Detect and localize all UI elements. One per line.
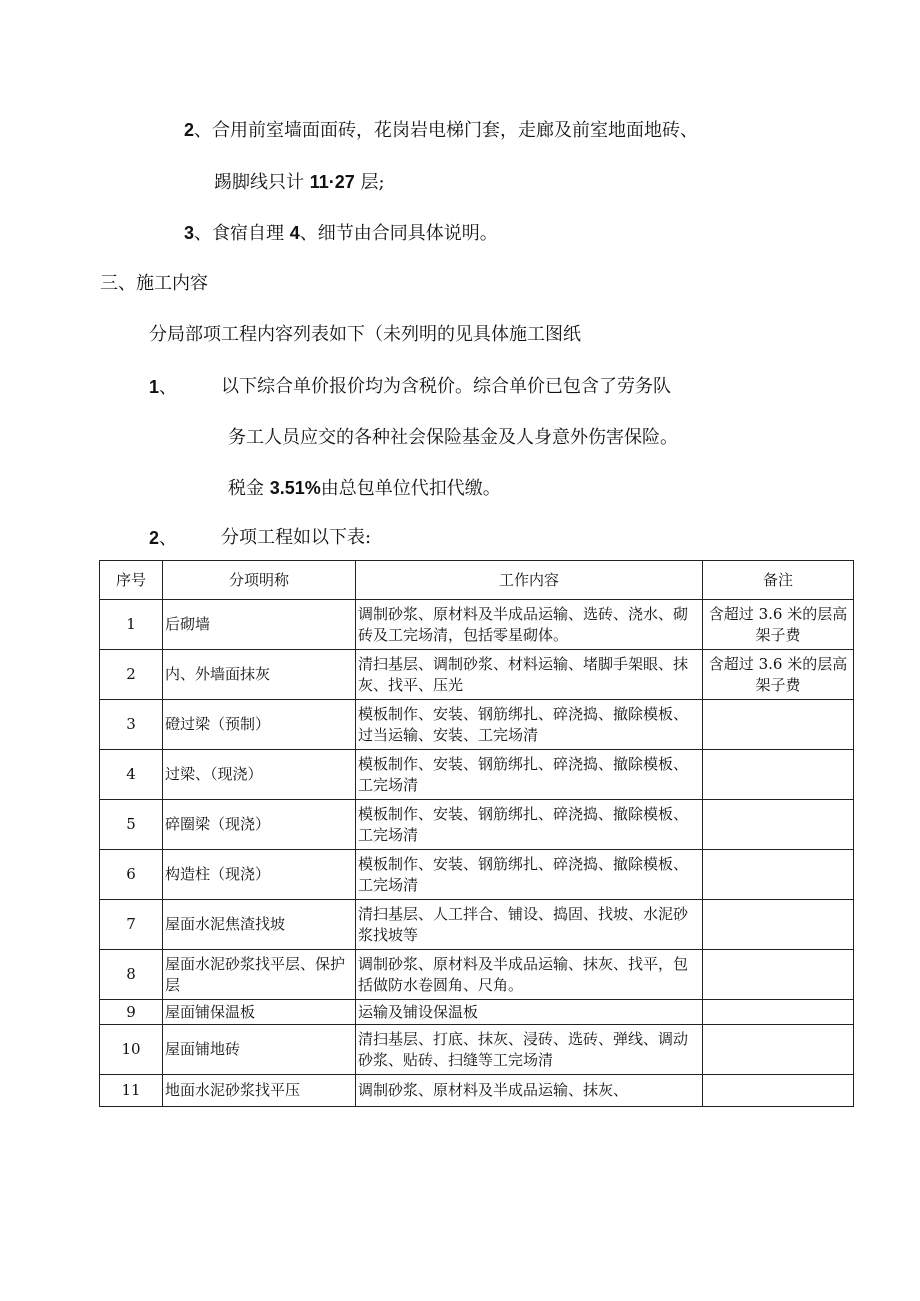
row-item-name: 内、外墙面抹灰 bbox=[163, 650, 356, 700]
row-number: 1 bbox=[100, 600, 163, 650]
row-note bbox=[703, 950, 854, 1000]
row-note bbox=[703, 1025, 854, 1075]
section-intro: 分局部项工程内容列表如下（未列明的见具体施工图纸 bbox=[149, 324, 581, 345]
row-item-name: 构造柱（现浇） bbox=[163, 850, 356, 900]
table-row bbox=[100, 800, 854, 850]
row-item-name: 后砌墙 bbox=[163, 600, 356, 650]
row-work-content: 调制砂浆、原材料及半成品运输、抹灰、 bbox=[356, 1075, 703, 1107]
item-3-4-line bbox=[184, 221, 498, 246]
row-note bbox=[703, 1000, 854, 1025]
table-row bbox=[100, 700, 854, 750]
header-name: 分项明称 bbox=[163, 561, 356, 600]
row-note bbox=[703, 750, 854, 800]
row-note bbox=[703, 700, 854, 750]
point-2-separator: 、 bbox=[159, 528, 178, 549]
item-4-text: 、细节由合同具体说明。 bbox=[299, 223, 498, 244]
row-number: 6 bbox=[100, 850, 163, 900]
point-2-text: 分项工程如以下表: bbox=[221, 527, 372, 548]
row-work-content: 清扫基层、人工拌合、铺设、捣固、找坡、水泥砂浆找坡等 bbox=[356, 900, 703, 950]
row-work-content: 模板制作、安装、钢筋绑扎、碎浇捣、撤除模板、过当运输、安装、工完场清 bbox=[356, 700, 703, 750]
row-number: 3 bbox=[100, 700, 163, 750]
row-item-name: 屋面铺保温板 bbox=[163, 1000, 356, 1025]
point-1-line-2: 务工人员应交的各种社会保险基金及人身意外伤害保险。 bbox=[228, 427, 678, 448]
row-number: 4 bbox=[100, 750, 163, 800]
table-header-row bbox=[100, 561, 854, 600]
item-2-number: 2 bbox=[184, 120, 195, 140]
point-2-number: 2 bbox=[149, 528, 160, 548]
item-2-text-c: 层; bbox=[354, 172, 385, 193]
point-1-number: 1 bbox=[149, 377, 160, 397]
row-number: 11 bbox=[100, 1075, 163, 1107]
table-row bbox=[100, 900, 854, 950]
table-row bbox=[100, 600, 854, 650]
item-3-text: 、食宿自理 bbox=[194, 223, 290, 244]
row-item-name: 过梁、（现浇） bbox=[163, 750, 356, 800]
item-2-text-a: 踢脚线只计 bbox=[214, 172, 310, 193]
row-work-content: 模板制作、安装、钢筋绑扎、碎浇捣、撤除模板、工完场清 bbox=[356, 800, 703, 850]
header-work: 工作内容 bbox=[356, 561, 703, 600]
row-item-name: 屋面水泥焦渣找坡 bbox=[163, 900, 356, 950]
row-work-content: 运输及铺设保温板 bbox=[356, 1000, 703, 1025]
row-note bbox=[703, 1075, 854, 1107]
item-2-text: 、合用前室墙面面砖，花岗岩电梯门套，走廊及前室地面地砖、 bbox=[194, 120, 699, 141]
row-work-content: 调制砂浆、原材料及半成品运输、抹灰、找平，包括做防水卷圆角、尺角。 bbox=[356, 950, 703, 1000]
tax-text: 由总包单位代扣代缴。 bbox=[320, 478, 501, 499]
table-row bbox=[100, 750, 854, 800]
point-2-number-line bbox=[149, 526, 177, 551]
table-row bbox=[100, 1075, 854, 1107]
point-1-line-1: 以下综合单价报价均为含税价。综合单价已包含了劳务队 bbox=[221, 376, 671, 397]
row-item-name: 屋面水泥砂浆找平层、保护层 bbox=[163, 950, 356, 1000]
tax-label: 税金 bbox=[228, 478, 270, 499]
section-heading: 三、施工内容 bbox=[100, 273, 208, 294]
table-body bbox=[100, 600, 854, 1107]
row-work-content: 模板制作、安装、钢筋绑扎、碎浇捣、撤除模板、工完场清 bbox=[356, 750, 703, 800]
row-note bbox=[703, 800, 854, 850]
table-row bbox=[100, 1000, 854, 1025]
table-row bbox=[100, 1025, 854, 1075]
row-note bbox=[703, 900, 854, 950]
item-2-line-2 bbox=[214, 170, 385, 195]
header-no: 序号 bbox=[100, 561, 163, 600]
item-4-number: 4 bbox=[289, 223, 300, 243]
work-items-table bbox=[99, 560, 854, 1107]
table-row bbox=[100, 950, 854, 1000]
row-number: 5 bbox=[100, 800, 163, 850]
row-note: 含超过 3.6 米的层高架子费 bbox=[703, 650, 854, 700]
row-number: 9 bbox=[100, 1000, 163, 1025]
table-row bbox=[100, 850, 854, 900]
table-row bbox=[100, 650, 854, 700]
row-item-name: 碎圈梁（现浇） bbox=[163, 800, 356, 850]
point-1-separator: 、 bbox=[159, 377, 178, 398]
row-work-content: 模板制作、安装、钢筋绑扎、碎浇捣、撤除模板、工完场清 bbox=[356, 850, 703, 900]
item-2-line-1 bbox=[184, 118, 698, 143]
row-item-name: 地面水泥砂浆找平压 bbox=[163, 1075, 356, 1107]
row-work-content: 清扫基层、打底、抹灰、浸砖、选砖、弹线、调动砂浆、贴砖、扫缝等工完场清 bbox=[356, 1025, 703, 1075]
row-number: 8 bbox=[100, 950, 163, 1000]
row-note: 含超过 3.6 米的层高架子费 bbox=[703, 600, 854, 650]
tax-rate: 3.51% bbox=[269, 478, 321, 498]
row-item-name: 磴过梁（预制） bbox=[163, 700, 356, 750]
header-note: 备注 bbox=[703, 561, 854, 600]
row-item-name: 屋面铺地砖 bbox=[163, 1025, 356, 1075]
item-2-floors: 11·27 bbox=[309, 172, 355, 192]
row-number: 10 bbox=[100, 1025, 163, 1075]
row-number: 2 bbox=[100, 650, 163, 700]
point-1-number-line bbox=[149, 375, 177, 400]
row-number: 7 bbox=[100, 900, 163, 950]
row-work-content: 清扫基层、调制砂浆、材料运输、堵脚手架眼、抹灰、找平、压光 bbox=[356, 650, 703, 700]
row-note bbox=[703, 850, 854, 900]
item-3-number: 3 bbox=[184, 223, 195, 243]
row-work-content: 调制砂浆、原材料及半成品运输、选砖、浇水、砌砖及工完场清，包括零星砌体。 bbox=[356, 600, 703, 650]
point-1-line-3 bbox=[228, 476, 501, 501]
